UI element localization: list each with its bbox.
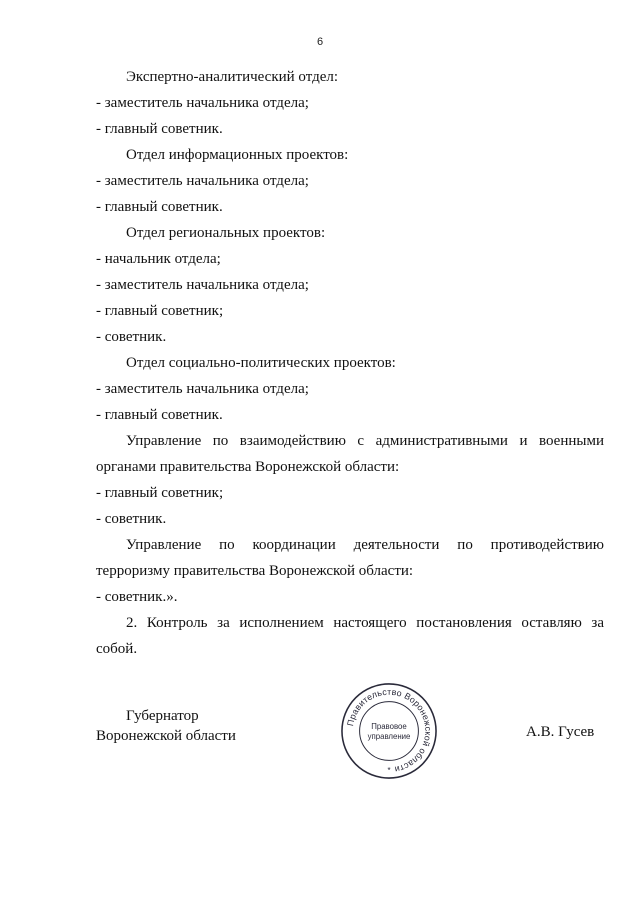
management-heading-line-1: Управление по координации деятельности по противодействию <box>126 537 604 553</box>
official-seal <box>340 682 438 780</box>
page-number: 6 <box>316 36 324 48</box>
position-item: - главный советник. <box>96 121 223 137</box>
document-body <box>96 64 604 662</box>
position-item: - главный советник. <box>96 407 223 423</box>
seal-inner-text-2: управление <box>367 731 411 741</box>
department-heading: Отдел социально-политических проектов: <box>126 355 396 371</box>
department-heading: Экспертно-аналитический отдел: <box>126 69 339 85</box>
management-heading-line-2: органами правительства Воронежской области: <box>96 459 400 475</box>
clause-line-2: собой. <box>96 641 138 657</box>
signatory-title <box>96 706 236 746</box>
position-item: - советник. <box>96 511 167 527</box>
position-item: - начальник отдела; <box>96 251 221 267</box>
management-heading <box>96 532 604 584</box>
position-item: - заместитель начальника отдела; <box>96 95 309 111</box>
position-item: - советник.». <box>96 589 178 605</box>
position-item: - заместитель начальника отдела; <box>96 381 309 397</box>
position-item: - заместитель начальника отдела; <box>96 277 309 293</box>
management-heading-line-1: Управление по взаимодействию с административными и военными <box>126 433 604 449</box>
seal-outer-text: Правительство Воронежской области <box>345 686 434 775</box>
seal-inner-text-1: Правовое <box>371 722 407 732</box>
management-heading <box>96 428 604 480</box>
position-item: - советник. <box>96 329 167 345</box>
clause-line-1: 2. Контроль за исполнением настоящего постановления оставляю за <box>126 615 604 631</box>
position-item: - главный советник; <box>96 485 224 501</box>
position-item: - заместитель начальника отдела; <box>96 173 309 189</box>
signatory-title-line-1: Губернатор <box>126 708 199 724</box>
position-item: - главный советник; <box>96 303 224 319</box>
management-heading-line-2: терроризму правительства Воронежской области: <box>96 563 414 579</box>
clause-paragraph <box>96 610 604 662</box>
signatory-title-line-2: Воронежской области <box>96 728 236 744</box>
department-heading: Отдел региональных проектов: <box>126 225 326 241</box>
seal-star: * <box>387 766 391 776</box>
department-heading: Отдел информационных проектов: <box>126 147 349 163</box>
position-item: - главный советник. <box>96 199 223 215</box>
signatory-name: А.В. Гусев <box>526 724 595 740</box>
